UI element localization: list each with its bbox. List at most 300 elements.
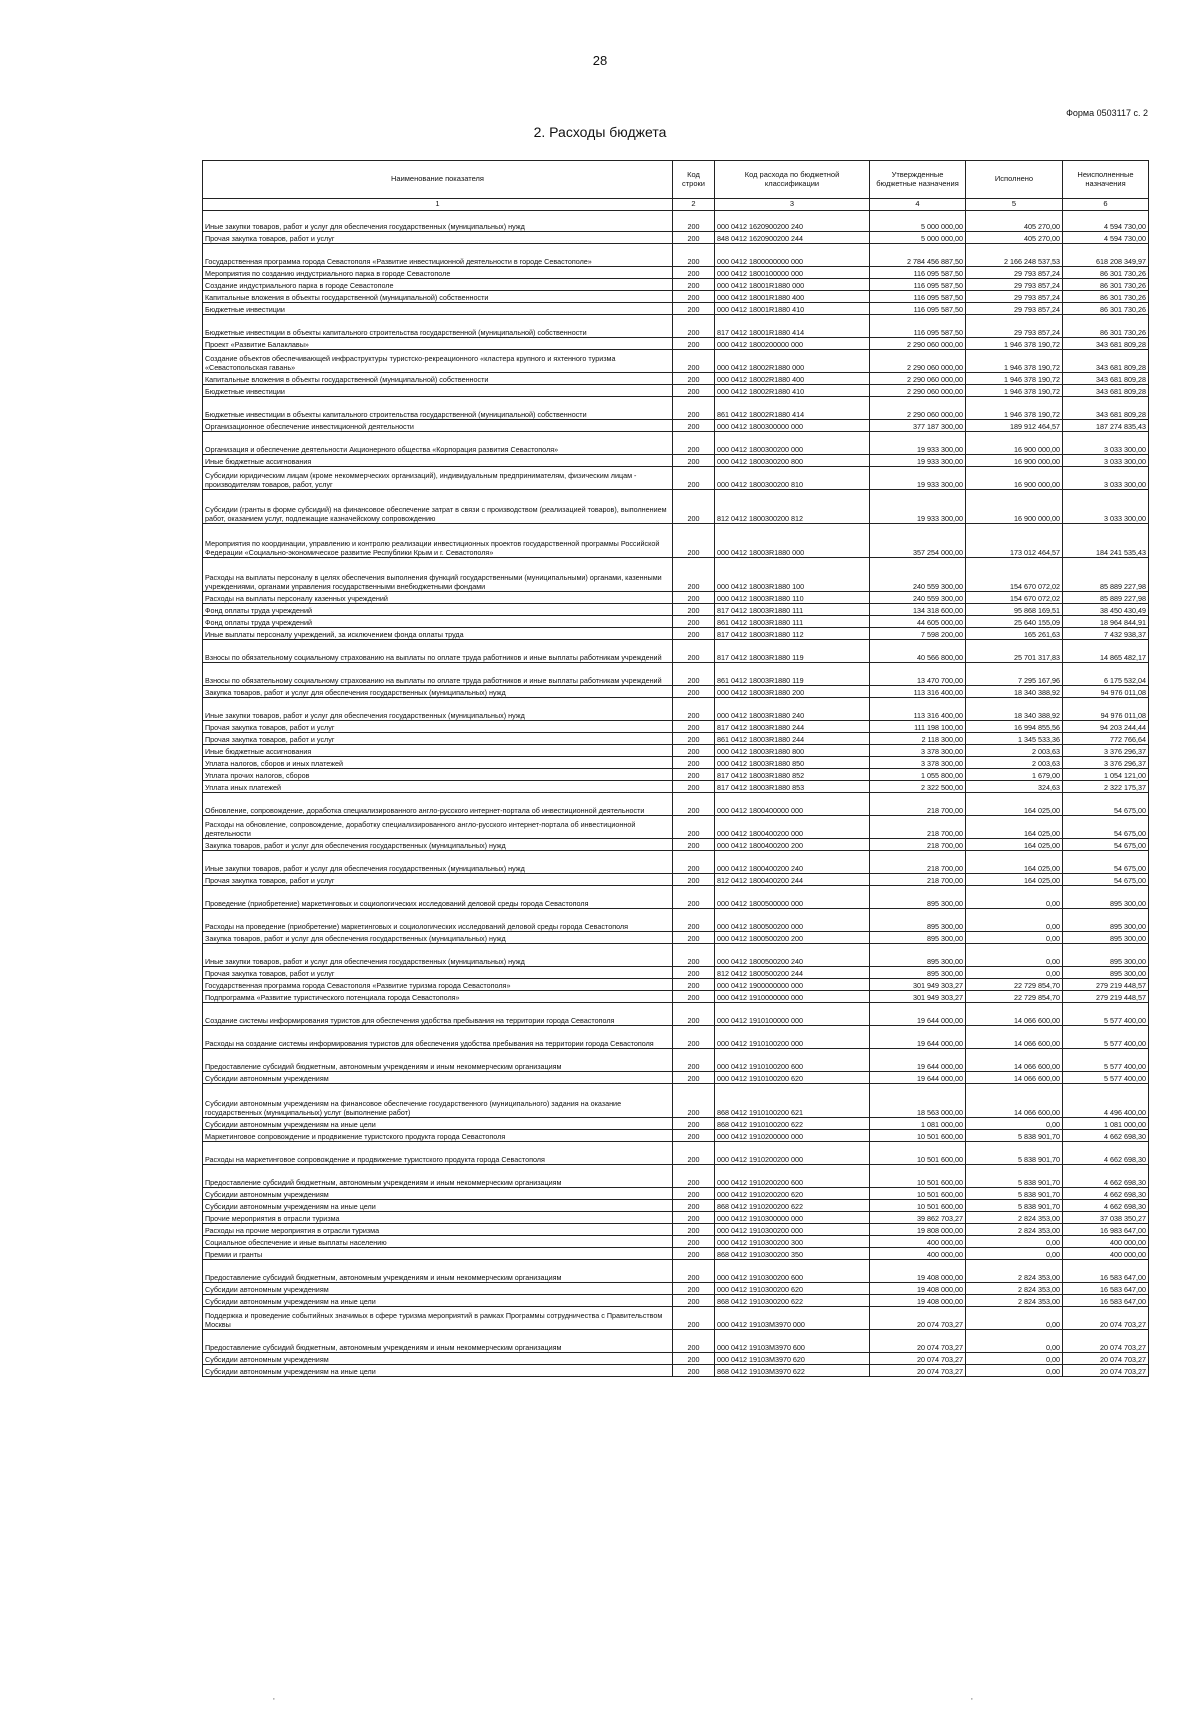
row-unexecuted: 86 301 730,26 — [1063, 267, 1149, 279]
table-row — [203, 1307, 1149, 1330]
row-budget-code: 848 0412 1620900200 244 — [715, 232, 870, 244]
row-line-code: 200 — [673, 1118, 715, 1130]
row-approved: 2 118 300,00 — [870, 733, 966, 745]
row-budget-code: 000 0412 18001R1880 410 — [715, 303, 870, 315]
row-approved: 116 095 587,50 — [870, 303, 966, 315]
row-budget-code: 000 0412 1800400200 200 — [715, 839, 870, 851]
row-executed: 1 946 378 190,72 — [966, 373, 1063, 385]
row-line-code: 200 — [673, 592, 715, 604]
row-unexecuted: 4 662 698,30 — [1063, 1200, 1149, 1212]
row-approved: 2 290 060 000,00 — [870, 350, 966, 373]
table-row — [203, 1118, 1149, 1130]
row-approved: 20 074 703,27 — [870, 1330, 966, 1353]
row-budget-code: 000 0412 18003R1880 240 — [715, 698, 870, 721]
row-approved: 240 559 300,00 — [870, 558, 966, 592]
scan-dot-left: · — [272, 1693, 276, 1705]
row-budget-code: 868 0412 1910100200 621 — [715, 1084, 870, 1118]
row-executed: 1 946 378 190,72 — [966, 338, 1063, 350]
table-row — [203, 781, 1149, 793]
header-indicator-name: Наименование показателя — [203, 161, 673, 199]
row-unexecuted: 1 081 000,00 — [1063, 1118, 1149, 1130]
row-approved: 400 000,00 — [870, 1248, 966, 1260]
row-name: Создание объектов обеспечивающей инфраструктуры туристско-рекреационного «кластера крупного и яхтенного туризма «Севастопольская гавань» — [203, 350, 673, 373]
row-unexecuted: 184 241 535,43 — [1063, 524, 1149, 558]
table-row — [203, 467, 1149, 490]
row-line-code: 200 — [673, 1188, 715, 1200]
row-executed: 164 025,00 — [966, 816, 1063, 839]
row-approved: 218 700,00 — [870, 793, 966, 816]
row-approved: 116 095 587,50 — [870, 279, 966, 291]
row-unexecuted: 85 889 227,98 — [1063, 558, 1149, 592]
header-budget-code: Код расхода по бюджетной классификации — [715, 161, 870, 199]
row-line-code: 200 — [673, 932, 715, 944]
row-unexecuted: 279 219 448,57 — [1063, 979, 1149, 991]
row-unexecuted: 16 583 647,00 — [1063, 1295, 1149, 1307]
row-line-code: 200 — [673, 1200, 715, 1212]
row-executed: 2 003,63 — [966, 745, 1063, 757]
row-line-code: 200 — [673, 420, 715, 432]
row-name: Фонд оплаты труда учреждений — [203, 616, 673, 628]
row-budget-code: 000 0412 18002R1880 410 — [715, 385, 870, 397]
row-unexecuted: 343 681 809,28 — [1063, 350, 1149, 373]
table-row — [203, 1224, 1149, 1236]
row-executed: 29 793 857,24 — [966, 303, 1063, 315]
table-row — [203, 279, 1149, 291]
row-unexecuted: 895 300,00 — [1063, 944, 1149, 967]
row-unexecuted: 4 594 730,00 — [1063, 211, 1149, 232]
table-row — [203, 1142, 1149, 1165]
row-unexecuted: 279 219 448,57 — [1063, 991, 1149, 1003]
row-approved: 895 300,00 — [870, 967, 966, 979]
row-name: Расходы на обновление, сопровождение, доработку специализированного англо-русского интернет-портала об инвестиционной деятельности — [203, 816, 673, 839]
row-budget-code: 000 0412 18003R1880 110 — [715, 592, 870, 604]
column-number: 2 — [673, 199, 715, 211]
row-executed: 0,00 — [966, 1118, 1063, 1130]
row-name: Закупка товаров, работ и услуг для обеспечения государственных (муниципальных) нужд — [203, 686, 673, 698]
row-name: Иные закупки товаров, работ и услуг для обеспечения государственных (муниципальных) нужд — [203, 851, 673, 874]
row-budget-code: 000 0412 1800400000 000 — [715, 793, 870, 816]
row-unexecuted: 37 038 350,27 — [1063, 1212, 1149, 1224]
row-unexecuted: 20 074 703,27 — [1063, 1307, 1149, 1330]
row-name: Иные бюджетные ассигнования — [203, 455, 673, 467]
row-budget-code: 000 0412 1910100200 620 — [715, 1072, 870, 1084]
row-unexecuted: 54 675,00 — [1063, 839, 1149, 851]
row-name: Подпрограмма «Развитие туристического потенциала города Севастополя» — [203, 991, 673, 1003]
row-name: Поддержка и проведение событийных значимых в сфере туризма мероприятий в рамках Программы сотрудничества с Правительством Москвы — [203, 1307, 673, 1330]
row-name: Субсидии автономным учреждениям — [203, 1353, 673, 1365]
row-line-code: 200 — [673, 769, 715, 781]
row-line-code: 200 — [673, 467, 715, 490]
row-name: Капитальные вложения в объекты государственной (муниципальной) собственности — [203, 373, 673, 385]
row-approved: 19 644 000,00 — [870, 1026, 966, 1049]
row-unexecuted: 618 208 349,97 — [1063, 244, 1149, 267]
row-budget-code: 868 0412 1910200200 622 — [715, 1200, 870, 1212]
row-approved: 1 055 800,00 — [870, 769, 966, 781]
header-approved: Утвержденные бюджетные назначения — [870, 161, 966, 199]
row-name: Прочая закупка товаров, работ и услуг — [203, 232, 673, 244]
row-approved: 2 322 500,00 — [870, 781, 966, 793]
row-budget-code: 000 0412 1800400200 000 — [715, 816, 870, 839]
row-budget-code: 000 0412 1910200200 000 — [715, 1142, 870, 1165]
scan-dot-right: · — [970, 1693, 974, 1705]
row-unexecuted: 3 033 300,00 — [1063, 432, 1149, 455]
row-approved: 10 501 600,00 — [870, 1130, 966, 1142]
table-row — [203, 1165, 1149, 1188]
table-row — [203, 1260, 1149, 1283]
header-executed: Исполнено — [966, 161, 1063, 199]
row-name: Субсидии автономным учреждениям — [203, 1188, 673, 1200]
row-budget-code: 000 0412 18002R1880 400 — [715, 373, 870, 385]
row-executed: 29 793 857,24 — [966, 291, 1063, 303]
row-name: Расходы на маркетинговое сопровождение и продвижение туристского продукта города Севастополя — [203, 1142, 673, 1165]
row-line-code: 200 — [673, 211, 715, 232]
row-name: Субсидии автономным учреждениям на иные цели — [203, 1200, 673, 1212]
row-name: Бюджетные инвестиции — [203, 303, 673, 315]
row-budget-code: 000 0412 1910200200 620 — [715, 1188, 870, 1200]
table-row — [203, 490, 1149, 524]
row-name: Иные закупки товаров, работ и услуг для обеспечения государственных (муниципальных) нужд — [203, 944, 673, 967]
row-unexecuted: 20 074 703,27 — [1063, 1365, 1149, 1377]
row-budget-code: 000 0412 1620900200 240 — [715, 211, 870, 232]
row-budget-code: 000 0412 18003R1880 000 — [715, 524, 870, 558]
row-line-code: 200 — [673, 1248, 715, 1260]
row-line-code: 200 — [673, 232, 715, 244]
column-number: 4 — [870, 199, 966, 211]
row-line-code: 200 — [673, 267, 715, 279]
row-approved: 19 408 000,00 — [870, 1260, 966, 1283]
row-budget-code: 817 0412 18003R1880 244 — [715, 721, 870, 733]
row-unexecuted: 4 594 730,00 — [1063, 232, 1149, 244]
row-line-code: 200 — [673, 1049, 715, 1072]
row-executed: 173 012 464,57 — [966, 524, 1063, 558]
row-name: Расходы на создание системы информирования туристов для обеспечения удобства пребывания на территории города Севастополя — [203, 1026, 673, 1049]
row-unexecuted: 16 583 647,00 — [1063, 1283, 1149, 1295]
row-unexecuted: 3 376 296,37 — [1063, 757, 1149, 769]
table-row — [203, 303, 1149, 315]
row-approved: 19 408 000,00 — [870, 1295, 966, 1307]
row-budget-code: 000 0412 1910100200 000 — [715, 1026, 870, 1049]
row-executed: 25 701 317,83 — [966, 640, 1063, 663]
row-unexecuted: 895 300,00 — [1063, 886, 1149, 909]
column-number: 6 — [1063, 199, 1149, 211]
row-approved: 3 378 300,00 — [870, 757, 966, 769]
row-budget-code: 861 0412 18002R1880 414 — [715, 397, 870, 420]
row-executed: 5 838 901,70 — [966, 1188, 1063, 1200]
row-approved: 19 808 000,00 — [870, 1224, 966, 1236]
table-row — [203, 640, 1149, 663]
row-approved: 2 290 060 000,00 — [870, 397, 966, 420]
row-line-code: 200 — [673, 757, 715, 769]
row-approved: 20 074 703,27 — [870, 1353, 966, 1365]
row-line-code: 200 — [673, 1130, 715, 1142]
table-row — [203, 886, 1149, 909]
row-line-code: 200 — [673, 628, 715, 640]
table-header-row — [203, 161, 1149, 199]
row-name: Субсидии автономным учреждениям на иные цели — [203, 1118, 673, 1130]
row-unexecuted: 7 432 938,37 — [1063, 628, 1149, 640]
row-line-code: 200 — [673, 524, 715, 558]
row-approved: 19 933 300,00 — [870, 467, 966, 490]
row-executed: 7 295 167,96 — [966, 663, 1063, 686]
row-line-code: 200 — [673, 745, 715, 757]
row-name: Расходы на выплаты персоналу казенных учреждений — [203, 592, 673, 604]
row-approved: 218 700,00 — [870, 874, 966, 886]
row-budget-code: 000 0412 18001R1880 400 — [715, 291, 870, 303]
row-unexecuted: 86 301 730,26 — [1063, 279, 1149, 291]
row-executed: 0,00 — [966, 886, 1063, 909]
row-unexecuted: 5 577 400,00 — [1063, 1003, 1149, 1026]
row-budget-code: 000 0412 1800000000 000 — [715, 244, 870, 267]
row-line-code: 200 — [673, 979, 715, 991]
row-budget-code: 000 0412 1910000000 000 — [715, 991, 870, 1003]
row-name: Бюджетные инвестиции в объекты капитального строительства государственной (муниципальной) собственности — [203, 315, 673, 338]
row-executed: 14 066 600,00 — [966, 1084, 1063, 1118]
row-budget-code: 812 0412 1800300200 812 — [715, 490, 870, 524]
row-unexecuted: 5 577 400,00 — [1063, 1026, 1149, 1049]
row-name: Обновление, сопровождение, доработка специализированного англо-русского интернет-портала об инвестиционной деятельности — [203, 793, 673, 816]
row-budget-code: 000 0412 1800300200 000 — [715, 432, 870, 455]
row-name: Уплата иных платежей — [203, 781, 673, 793]
table-row — [203, 874, 1149, 886]
table-row — [203, 757, 1149, 769]
row-budget-code: 000 0412 19103М3970 620 — [715, 1353, 870, 1365]
row-budget-code: 812 0412 1800400200 244 — [715, 874, 870, 886]
row-executed: 5 838 901,70 — [966, 1200, 1063, 1212]
row-budget-code: 000 0412 1800300200 810 — [715, 467, 870, 490]
row-budget-code: 861 0412 18003R1880 111 — [715, 616, 870, 628]
row-approved: 377 187 300,00 — [870, 420, 966, 432]
row-line-code: 200 — [673, 816, 715, 839]
row-unexecuted: 400 000,00 — [1063, 1236, 1149, 1248]
row-name: Фонд оплаты труда учреждений — [203, 604, 673, 616]
table-row — [203, 350, 1149, 373]
row-approved: 20 074 703,27 — [870, 1307, 966, 1330]
row-unexecuted: 187 274 835,43 — [1063, 420, 1149, 432]
row-unexecuted: 1 054 121,00 — [1063, 769, 1149, 781]
row-budget-code: 000 0412 19103М3970 600 — [715, 1330, 870, 1353]
row-executed: 0,00 — [966, 1353, 1063, 1365]
row-line-code: 200 — [673, 1295, 715, 1307]
row-executed: 0,00 — [966, 967, 1063, 979]
row-name: Расходы на прочие мероприятия в отрасли туризма — [203, 1224, 673, 1236]
row-approved: 10 501 600,00 — [870, 1142, 966, 1165]
row-executed: 164 025,00 — [966, 851, 1063, 874]
row-executed: 16 900 000,00 — [966, 432, 1063, 455]
row-budget-code: 000 0412 18001R1880 000 — [715, 279, 870, 291]
row-budget-code: 000 0412 1910300200 620 — [715, 1283, 870, 1295]
row-budget-code: 000 0412 1900000000 000 — [715, 979, 870, 991]
table-row — [203, 244, 1149, 267]
row-executed: 0,00 — [966, 932, 1063, 944]
row-approved: 111 198 100,00 — [870, 721, 966, 733]
row-approved: 39 862 703,27 — [870, 1212, 966, 1224]
row-name: Субсидии автономным учреждениям — [203, 1072, 673, 1084]
row-executed: 14 066 600,00 — [966, 1072, 1063, 1084]
header-line-code: Код строки — [673, 161, 715, 199]
row-unexecuted: 895 300,00 — [1063, 909, 1149, 932]
row-name: Расходы на выплаты персоналу в целях обеспечения выполнения функций государственными (муниципальными) органами, казенными учреждениями, органами управления государственными внебюджетными фондами — [203, 558, 673, 592]
row-approved: 134 318 600,00 — [870, 604, 966, 616]
table-row — [203, 232, 1149, 244]
row-approved: 40 566 800,00 — [870, 640, 966, 663]
row-name: Организационное обеспечение инвестиционной деятельности — [203, 420, 673, 432]
table-row — [203, 663, 1149, 686]
row-line-code: 200 — [673, 616, 715, 628]
row-executed: 0,00 — [966, 1330, 1063, 1353]
row-budget-code: 868 0412 1910100200 622 — [715, 1118, 870, 1130]
row-approved: 2 290 060 000,00 — [870, 373, 966, 385]
row-name: Маркетинговое сопровождение и продвижение туристского продукта города Севастополя — [203, 1130, 673, 1142]
row-executed: 405 270,00 — [966, 211, 1063, 232]
row-budget-code: 000 0412 1800200000 000 — [715, 338, 870, 350]
table-row — [203, 1003, 1149, 1026]
table-row — [203, 686, 1149, 698]
table-row — [203, 1212, 1149, 1224]
row-name: Иные закупки товаров, работ и услуг для обеспечения государственных (муниципальных) нужд — [203, 211, 673, 232]
row-line-code: 200 — [673, 1212, 715, 1224]
column-number: 5 — [966, 199, 1063, 211]
row-approved: 20 074 703,27 — [870, 1365, 966, 1377]
row-unexecuted: 4 662 698,30 — [1063, 1130, 1149, 1142]
row-executed: 2 824 353,00 — [966, 1212, 1063, 1224]
row-name: Расходы на проведение (приобретение) маркетинговых и социологических исследований деловой среды города Севастополя — [203, 909, 673, 932]
row-approved: 2 784 456 887,50 — [870, 244, 966, 267]
row-unexecuted: 94 976 011,08 — [1063, 686, 1149, 698]
table-row — [203, 616, 1149, 628]
table-row — [203, 1200, 1149, 1212]
row-line-code: 200 — [673, 558, 715, 592]
row-approved: 19 933 300,00 — [870, 490, 966, 524]
row-executed: 25 640 155,09 — [966, 616, 1063, 628]
row-budget-code: 000 0412 18003R1880 850 — [715, 757, 870, 769]
row-approved: 116 095 587,50 — [870, 267, 966, 279]
row-executed: 29 793 857,24 — [966, 267, 1063, 279]
row-name: Взносы по обязательному социальному страхованию на выплаты по оплате труда работников и иные выплаты работникам учреждений — [203, 663, 673, 686]
row-unexecuted: 343 681 809,28 — [1063, 385, 1149, 397]
table-row — [203, 1188, 1149, 1200]
row-unexecuted: 343 681 809,28 — [1063, 338, 1149, 350]
row-unexecuted: 3 033 300,00 — [1063, 467, 1149, 490]
table-row — [203, 733, 1149, 745]
row-approved: 19 933 300,00 — [870, 432, 966, 455]
row-executed: 14 066 600,00 — [966, 1003, 1063, 1026]
row-name: Уплата налогов, сборов и иных платежей — [203, 757, 673, 769]
column-number: 1 — [203, 199, 673, 211]
row-budget-code: 000 0412 1910100000 000 — [715, 1003, 870, 1026]
row-approved: 116 095 587,50 — [870, 291, 966, 303]
row-name: Прочая закупка товаров, работ и услуг — [203, 967, 673, 979]
row-line-code: 200 — [673, 839, 715, 851]
row-executed: 2 824 353,00 — [966, 1283, 1063, 1295]
row-line-code: 200 — [673, 1003, 715, 1026]
table-row — [203, 944, 1149, 967]
row-unexecuted: 86 301 730,26 — [1063, 315, 1149, 338]
table-row — [203, 397, 1149, 420]
row-approved: 895 300,00 — [870, 944, 966, 967]
row-approved: 895 300,00 — [870, 932, 966, 944]
row-executed: 154 670 072,02 — [966, 558, 1063, 592]
header-unexecuted: Неисполненные назначения — [1063, 161, 1149, 199]
row-approved: 218 700,00 — [870, 851, 966, 874]
row-unexecuted: 86 301 730,26 — [1063, 303, 1149, 315]
row-executed: 5 838 901,70 — [966, 1142, 1063, 1165]
row-approved: 301 949 303,27 — [870, 979, 966, 991]
row-approved: 895 300,00 — [870, 886, 966, 909]
row-name: Иные бюджетные ассигнования — [203, 745, 673, 757]
row-line-code: 200 — [673, 397, 715, 420]
row-executed: 16 994 855,56 — [966, 721, 1063, 733]
row-line-code: 200 — [673, 1236, 715, 1248]
row-name: Взносы по обязательному социальному страхованию на выплаты по оплате труда работников и иные выплаты работникам учреждений — [203, 640, 673, 663]
row-name: Уплата прочих налогов, сборов — [203, 769, 673, 781]
row-executed: 2 824 353,00 — [966, 1224, 1063, 1236]
row-line-code: 200 — [673, 686, 715, 698]
table-row — [203, 1049, 1149, 1072]
row-line-code: 200 — [673, 1072, 715, 1084]
row-line-code: 200 — [673, 455, 715, 467]
table-row — [203, 816, 1149, 839]
row-budget-code: 812 0412 1800500200 244 — [715, 967, 870, 979]
row-approved: 218 700,00 — [870, 839, 966, 851]
row-budget-code: 868 0412 1910300200 350 — [715, 1248, 870, 1260]
row-budget-code: 861 0412 18003R1880 244 — [715, 733, 870, 745]
table-row — [203, 432, 1149, 455]
row-budget-code: 000 0412 19103М3970 000 — [715, 1307, 870, 1330]
row-unexecuted: 343 681 809,28 — [1063, 397, 1149, 420]
row-budget-code: 817 0412 18003R1880 853 — [715, 781, 870, 793]
row-unexecuted: 16 983 647,00 — [1063, 1224, 1149, 1236]
column-number-row — [203, 199, 1149, 211]
row-budget-code: 861 0412 18003R1880 119 — [715, 663, 870, 686]
row-budget-code: 000 0412 1910300200 600 — [715, 1260, 870, 1283]
table-row — [203, 745, 1149, 757]
row-line-code: 200 — [673, 721, 715, 733]
row-name: Субсидии автономным учреждениям на финансовое обеспечение государственного (муниципального) задания на оказание государственных (муниципальных) услуг (выполнение работ) — [203, 1084, 673, 1118]
row-approved: 13 470 700,00 — [870, 663, 966, 686]
row-executed: 22 729 854,70 — [966, 991, 1063, 1003]
row-name: Прочая закупка товаров, работ и услуг — [203, 733, 673, 745]
page-number: 28 — [592, 53, 608, 68]
row-approved: 3 378 300,00 — [870, 745, 966, 757]
row-unexecuted: 20 074 703,27 — [1063, 1330, 1149, 1353]
row-line-code: 200 — [673, 604, 715, 616]
row-approved: 19 408 000,00 — [870, 1283, 966, 1295]
row-executed: 164 025,00 — [966, 793, 1063, 816]
row-line-code: 200 — [673, 373, 715, 385]
row-unexecuted: 3 376 296,37 — [1063, 745, 1149, 757]
row-executed: 29 793 857,24 — [966, 315, 1063, 338]
row-budget-code: 000 0412 1910300200 300 — [715, 1236, 870, 1248]
table-row — [203, 373, 1149, 385]
row-unexecuted: 20 074 703,27 — [1063, 1353, 1149, 1365]
row-executed: 165 261,63 — [966, 628, 1063, 640]
row-executed: 164 025,00 — [966, 839, 1063, 851]
row-unexecuted: 5 577 400,00 — [1063, 1049, 1149, 1072]
row-name: Иные выплаты персоналу учреждений, за исключением фонда оплаты труда — [203, 628, 673, 640]
row-line-code: 200 — [673, 733, 715, 745]
page-title: 2. Расходы бюджета — [533, 124, 667, 140]
row-unexecuted: 94 203 244,44 — [1063, 721, 1149, 733]
row-unexecuted: 54 675,00 — [1063, 793, 1149, 816]
row-approved: 19 644 000,00 — [870, 1003, 966, 1026]
table-row — [203, 315, 1149, 338]
row-line-code: 200 — [673, 1353, 715, 1365]
table-row — [203, 909, 1149, 932]
table-row — [203, 524, 1149, 558]
row-name: Предоставление субсидий бюджетным, автономным учреждениям и иным некоммерческим организациям — [203, 1165, 673, 1188]
row-line-code: 200 — [673, 886, 715, 909]
row-unexecuted: 772 766,64 — [1063, 733, 1149, 745]
